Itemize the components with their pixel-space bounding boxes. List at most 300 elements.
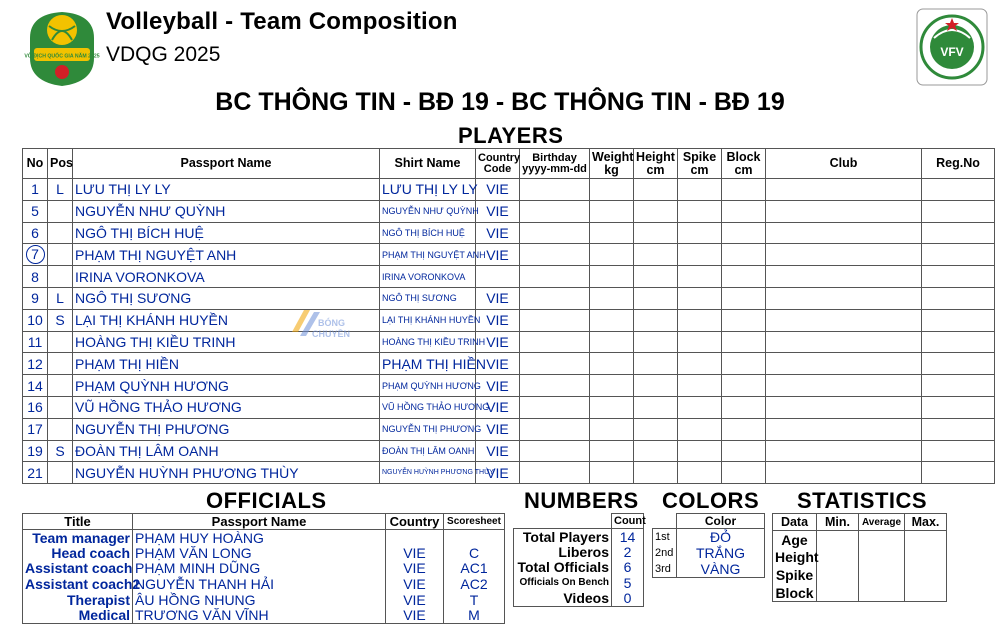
statistics-max <box>905 531 947 549</box>
col-weight: Weight kg <box>590 149 634 179</box>
player-reg-no <box>922 418 995 440</box>
numbers-row <box>514 591 644 607</box>
player-row <box>23 266 995 288</box>
player-shirt-name: NGÔ THỊ BÍCH HUỆ <box>380 222 476 244</box>
player-birthday <box>520 331 590 353</box>
player-block <box>722 244 766 266</box>
color-order: 3rd <box>653 561 677 578</box>
player-position: L <box>48 287 73 309</box>
official-scoresheet <box>444 530 505 546</box>
player-weight <box>590 375 634 397</box>
player-number <box>23 244 48 266</box>
col-spike: Spike cm <box>678 149 722 179</box>
player-height <box>634 179 678 201</box>
federation-logo-text: VFV <box>940 45 964 59</box>
numbers-row <box>514 529 644 545</box>
player-position: L <box>48 179 73 201</box>
player-spike <box>678 222 722 244</box>
player-number: 17 <box>23 418 48 440</box>
player-passport-name: LẠI THỊ KHÁNH HUYỀN <box>73 309 380 331</box>
numbers-table <box>513 513 644 607</box>
player-block <box>722 287 766 309</box>
watermark-text-1: BÓNG <box>318 318 345 328</box>
statistics-row <box>773 566 947 584</box>
player-row <box>23 462 995 484</box>
player-height <box>634 331 678 353</box>
numbers-row <box>514 544 644 560</box>
player-birthday <box>520 353 590 375</box>
official-title: Assistant coach <box>23 561 133 577</box>
player-position <box>48 462 73 484</box>
league-logo-text: VÔ ĐỊCH QUỐC GIA NĂM 2025 <box>24 53 100 60</box>
player-passport-name: LƯU THỊ LY LY <box>73 179 380 201</box>
official-name: TRƯƠNG VĂN VĨNH <box>133 607 386 623</box>
player-club <box>766 244 922 266</box>
statistics-row <box>773 584 947 602</box>
player-shirt-name: IRINA VORONKOVA <box>380 266 476 288</box>
official-title: Head coach <box>23 545 133 561</box>
player-block <box>722 462 766 484</box>
player-number: 9 <box>23 287 48 309</box>
col-club: Club <box>766 149 922 179</box>
watermark-logo <box>288 302 350 346</box>
player-reg-no <box>922 331 995 353</box>
league-logo <box>22 8 102 88</box>
player-row <box>23 353 995 375</box>
official-row <box>23 607 505 623</box>
statistics-min <box>817 548 859 566</box>
player-reg-no <box>922 244 995 266</box>
player-passport-name: PHẠM THỊ NGUYỆT ANH <box>73 244 380 266</box>
colors-table <box>652 513 765 578</box>
official-row <box>23 545 505 561</box>
player-position <box>48 331 73 353</box>
officials-header-row <box>23 514 505 530</box>
player-birthday <box>520 244 590 266</box>
player-height <box>634 309 678 331</box>
player-club <box>766 309 922 331</box>
player-shirt-name: NGUYỄN THỊ PHƯƠNG <box>380 418 476 440</box>
player-passport-name: NGUYỄN HUỲNH PHƯƠNG THÙY <box>73 462 380 484</box>
official-row <box>23 592 505 608</box>
player-row <box>23 222 995 244</box>
player-passport-name: IRINA VORONKOVA <box>73 266 380 288</box>
player-birthday <box>520 440 590 462</box>
player-shirt-name: PHẠM QUỲNH HƯƠNG <box>380 375 476 397</box>
color-row <box>653 545 765 561</box>
col-count: Count <box>612 514 644 529</box>
player-club <box>766 287 922 309</box>
numbers-row <box>514 560 644 576</box>
colors-header-empty <box>653 514 677 529</box>
player-shirt-name: NGUYỄN NHƯ QUỲNH <box>380 200 476 222</box>
player-spike <box>678 462 722 484</box>
col-max: Max. <box>905 514 947 531</box>
player-block <box>722 396 766 418</box>
player-country: VIE <box>476 440 520 462</box>
player-shirt-name: PHẠM THỊ HIỀN <box>380 353 476 375</box>
col-country-code: Country Code <box>476 149 520 179</box>
player-block <box>722 222 766 244</box>
player-spike <box>678 266 722 288</box>
player-reg-no <box>922 222 995 244</box>
player-reg-no <box>922 440 995 462</box>
player-number: 14 <box>23 375 48 397</box>
player-birthday <box>520 462 590 484</box>
player-row <box>23 287 995 309</box>
col-no: No <box>23 149 48 179</box>
player-number: 19 <box>23 440 48 462</box>
statistics-average <box>859 531 905 549</box>
players-section-title: PLAYERS <box>458 123 564 148</box>
players-header-row <box>23 149 995 179</box>
player-number: 8 <box>23 266 48 288</box>
player-country: VIE <box>476 200 520 222</box>
col-color: Color <box>677 514 765 529</box>
col-shirt-name: Shirt Name <box>380 149 476 179</box>
statistics-average <box>859 584 905 602</box>
officials-section-title: OFFICIALS <box>206 488 327 513</box>
col-birthday: Birthday yyyy-mm-dd <box>520 149 590 179</box>
player-height <box>634 462 678 484</box>
statistics-label: Spike <box>773 566 817 584</box>
players-table <box>22 148 995 484</box>
official-title: Assistant coach2 <box>23 576 133 592</box>
numbers-label: Videos <box>514 591 612 607</box>
player-row <box>23 309 995 331</box>
player-country: VIE <box>476 287 520 309</box>
player-passport-name: VŨ HỒNG THẢO HƯƠNG <box>73 396 380 418</box>
color-value: VÀNG <box>677 561 765 578</box>
player-reg-no <box>922 462 995 484</box>
player-shirt-name: NGUYỄN HUỲNH PHƯƠNG THÙY <box>380 462 476 484</box>
official-row <box>23 530 505 546</box>
player-block <box>722 331 766 353</box>
statistics-min <box>817 566 859 584</box>
col-data: Data <box>773 514 817 531</box>
player-weight <box>590 222 634 244</box>
col-title: Title <box>23 514 133 530</box>
player-position <box>48 396 73 418</box>
col-official-name: Passport Name <box>133 514 386 530</box>
player-height <box>634 418 678 440</box>
player-shirt-name: PHẠM THỊ NGUYỆT ANH <box>380 244 476 266</box>
player-birthday <box>520 200 590 222</box>
statistics-label: Height <box>773 548 817 566</box>
official-scoresheet: AC1 <box>444 561 505 577</box>
player-country: VIE <box>476 179 520 201</box>
player-country: VIE <box>476 375 520 397</box>
player-row <box>23 179 995 201</box>
player-position <box>48 375 73 397</box>
player-number: 16 <box>23 396 48 418</box>
player-reg-no <box>922 375 995 397</box>
player-club <box>766 375 922 397</box>
color-row <box>653 561 765 578</box>
player-weight <box>590 462 634 484</box>
player-row <box>23 418 995 440</box>
color-order: 2nd <box>653 545 677 561</box>
official-title: Team manager <box>23 530 133 546</box>
player-height <box>634 353 678 375</box>
player-weight <box>590 287 634 309</box>
color-value: ĐỎ <box>677 529 765 546</box>
player-number: 11 <box>23 331 48 353</box>
official-title: Therapist <box>23 592 133 608</box>
player-club <box>766 462 922 484</box>
numbers-label: Total Players <box>514 529 612 545</box>
player-passport-name: NGUYỄN NHƯ QUỲNH <box>73 200 380 222</box>
player-country: VIE <box>476 309 520 331</box>
player-country: VIE <box>476 331 520 353</box>
statistics-label: Block <box>773 584 817 602</box>
statistics-header-row <box>773 514 947 531</box>
player-weight <box>590 179 634 201</box>
player-reg-no <box>922 179 995 201</box>
statistics-label: Age <box>773 531 817 549</box>
player-spike <box>678 331 722 353</box>
player-weight <box>590 331 634 353</box>
player-position <box>48 353 73 375</box>
player-birthday <box>520 396 590 418</box>
player-number: 5 <box>23 200 48 222</box>
player-club <box>766 331 922 353</box>
official-name: PHẠM VĂN LONG <box>133 545 386 561</box>
player-weight <box>590 266 634 288</box>
color-value: TRẮNG <box>677 545 765 561</box>
numbers-value: 5 <box>612 575 644 591</box>
player-country: VIE <box>476 353 520 375</box>
player-number-circled: 7 <box>26 245 45 264</box>
player-number: 21 <box>23 462 48 484</box>
player-weight <box>590 418 634 440</box>
statistics-min <box>817 584 859 602</box>
player-shirt-name: LẠI THỊ KHÁNH HUYỀN <box>380 309 476 331</box>
official-country <box>386 530 444 546</box>
official-scoresheet: AC2 <box>444 576 505 592</box>
federation-logo <box>916 8 988 86</box>
player-birthday <box>520 418 590 440</box>
match-title: BC THÔNG TIN - BĐ 19 - BC THÔNG TIN - BĐ 19 <box>215 88 785 116</box>
player-block <box>722 375 766 397</box>
official-row <box>23 576 505 592</box>
official-title: Medical <box>23 607 133 623</box>
player-spike <box>678 353 722 375</box>
col-block: Block cm <box>722 149 766 179</box>
player-reg-no <box>922 309 995 331</box>
player-row <box>23 440 995 462</box>
statistics-section-title: STATISTICS <box>797 488 928 513</box>
player-number: 1 <box>23 179 48 201</box>
player-passport-name: NGÔ THỊ BÍCH HUỆ <box>73 222 380 244</box>
player-weight <box>590 353 634 375</box>
player-spike <box>678 396 722 418</box>
statistics-row <box>773 548 947 566</box>
colors-section-title: COLORS <box>662 488 760 513</box>
player-position <box>48 418 73 440</box>
player-height <box>634 222 678 244</box>
numbers-header-row <box>514 514 644 529</box>
official-name: PHẠM MINH DŨNG <box>133 561 386 577</box>
player-row <box>23 331 995 353</box>
player-position <box>48 200 73 222</box>
player-shirt-name: NGÔ THỊ SƯƠNG <box>380 287 476 309</box>
player-reg-no <box>922 287 995 309</box>
player-passport-name: NGUYỄN THỊ PHƯƠNG <box>73 418 380 440</box>
player-spike <box>678 375 722 397</box>
statistics-row <box>773 531 947 549</box>
official-scoresheet: C <box>444 545 505 561</box>
player-spike <box>678 244 722 266</box>
player-country: VIE <box>476 418 520 440</box>
player-row <box>23 244 995 266</box>
player-height <box>634 266 678 288</box>
player-weight <box>590 309 634 331</box>
player-height <box>634 396 678 418</box>
player-spike <box>678 440 722 462</box>
player-block <box>722 200 766 222</box>
player-shirt-name: VŨ HỒNG THẢO HƯƠNG <box>380 396 476 418</box>
watermark-text-2: CHUYỀN <box>312 329 351 339</box>
statistics-max <box>905 548 947 566</box>
player-birthday <box>520 179 590 201</box>
player-position: S <box>48 309 73 331</box>
player-shirt-name: ĐOÀN THỊ LÂM OANH <box>380 440 476 462</box>
col-height: Height cm <box>634 149 678 179</box>
player-birthday <box>520 287 590 309</box>
player-spike <box>678 309 722 331</box>
official-scoresheet: M <box>444 607 505 623</box>
player-height <box>634 375 678 397</box>
player-block <box>722 353 766 375</box>
player-row <box>23 375 995 397</box>
numbers-label: Officials On Bench <box>514 575 612 591</box>
col-average: Average <box>859 514 905 531</box>
numbers-section-title: NUMBERS <box>524 488 639 513</box>
player-block <box>722 418 766 440</box>
player-club <box>766 200 922 222</box>
numbers-row <box>514 575 644 591</box>
player-country: VIE <box>476 462 520 484</box>
statistics-max <box>905 566 947 584</box>
player-row <box>23 396 995 418</box>
numbers-label: Total Officials <box>514 560 612 576</box>
player-reg-no <box>922 396 995 418</box>
player-number: 6 <box>23 222 48 244</box>
player-country: VIE <box>476 396 520 418</box>
player-spike <box>678 418 722 440</box>
numbers-value: 14 <box>612 529 644 545</box>
statistics-table <box>772 513 947 602</box>
col-official-country: Country <box>386 514 444 530</box>
player-position: S <box>48 440 73 462</box>
player-birthday <box>520 309 590 331</box>
official-name: ÂU HỒNG NHUNG <box>133 592 386 608</box>
player-block <box>722 179 766 201</box>
player-passport-name: ĐOÀN THỊ LÂM OANH <box>73 440 380 462</box>
player-number: 12 <box>23 353 48 375</box>
numbers-header-empty <box>514 514 612 529</box>
player-block <box>722 440 766 462</box>
numbers-value: 2 <box>612 544 644 560</box>
player-country: VIE <box>476 244 520 266</box>
official-scoresheet: T <box>444 592 505 608</box>
player-shirt-name: LƯU THỊ LY LY <box>380 179 476 201</box>
official-country: VIE <box>386 592 444 608</box>
numbers-label: Liberos <box>514 544 612 560</box>
player-club <box>766 396 922 418</box>
official-country: VIE <box>386 545 444 561</box>
statistics-average <box>859 548 905 566</box>
player-shirt-name: HOÀNG THỊ KIỀU TRINH <box>380 331 476 353</box>
player-country: VIE <box>476 222 520 244</box>
player-passport-name: PHẠM QUỲNH HƯƠNG <box>73 375 380 397</box>
officials-table <box>22 513 505 624</box>
col-min: Min. <box>817 514 859 531</box>
player-row <box>23 200 995 222</box>
player-position <box>48 266 73 288</box>
player-birthday <box>520 375 590 397</box>
numbers-value: 6 <box>612 560 644 576</box>
player-weight <box>590 440 634 462</box>
color-row <box>653 529 765 546</box>
player-spike <box>678 200 722 222</box>
col-scoresheet: Scoresheet <box>444 514 505 530</box>
player-passport-name: PHẠM THỊ HIỀN <box>73 353 380 375</box>
player-block <box>722 266 766 288</box>
color-order: 1st <box>653 529 677 546</box>
official-row <box>23 561 505 577</box>
player-weight <box>590 244 634 266</box>
colors-header-row <box>653 514 765 529</box>
player-club <box>766 222 922 244</box>
player-reg-no <box>922 200 995 222</box>
player-height <box>634 440 678 462</box>
statistics-average <box>859 566 905 584</box>
numbers-value: 0 <box>612 591 644 607</box>
player-club <box>766 353 922 375</box>
player-height <box>634 200 678 222</box>
player-reg-no <box>922 353 995 375</box>
competition-name: VDQG 2025 <box>106 43 221 66</box>
player-position <box>48 244 73 266</box>
statistics-min <box>817 531 859 549</box>
document-title: Volleyball - Team Composition <box>106 8 458 35</box>
player-position <box>48 222 73 244</box>
official-country: VIE <box>386 561 444 577</box>
official-country: VIE <box>386 576 444 592</box>
player-number: 10 <box>23 309 48 331</box>
player-spike <box>678 179 722 201</box>
col-reg-no: Reg.No <box>922 149 995 179</box>
player-weight <box>590 200 634 222</box>
player-passport-name: HOÀNG THỊ KIỀU TRINH <box>73 331 380 353</box>
official-name: PHẠM HUY HOÀNG <box>133 530 386 546</box>
player-club <box>766 266 922 288</box>
player-height <box>634 287 678 309</box>
official-name: NGUYỄN THANH HẢI <box>133 576 386 592</box>
player-block <box>722 309 766 331</box>
player-club <box>766 440 922 462</box>
player-birthday <box>520 266 590 288</box>
player-weight <box>590 396 634 418</box>
col-pos: Pos <box>48 149 73 179</box>
player-club <box>766 418 922 440</box>
player-passport-name: NGÔ THỊ SƯƠNG <box>73 287 380 309</box>
col-passport-name: Passport Name <box>73 149 380 179</box>
player-spike <box>678 287 722 309</box>
official-country: VIE <box>386 607 444 623</box>
